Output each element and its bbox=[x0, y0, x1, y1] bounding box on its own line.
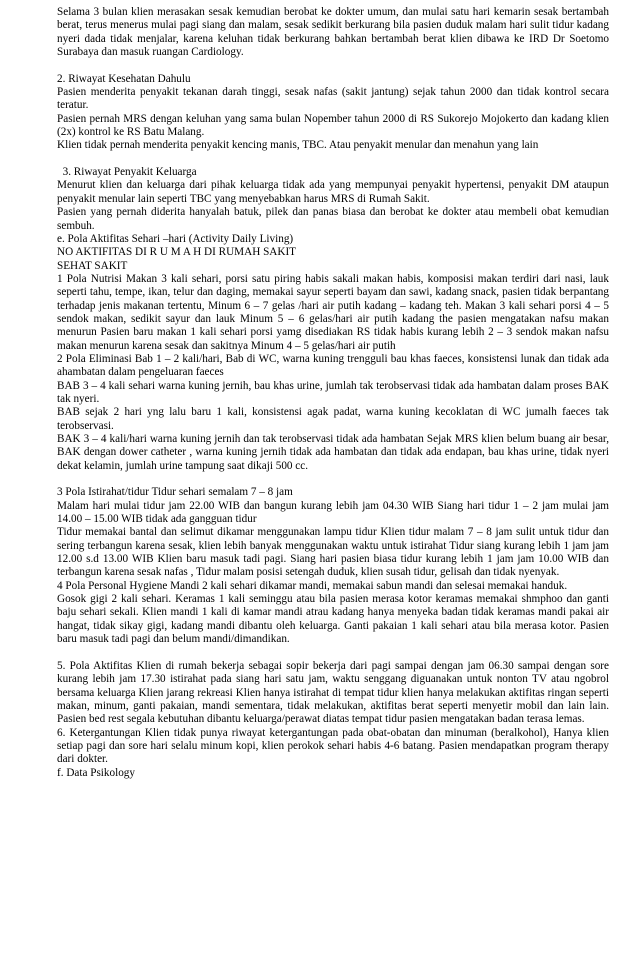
blank-line bbox=[57, 153, 609, 166]
paragraph-malam-hari: Malam hari mulai tidur jam 22.00 WIB dan bangun kurang lebih jam 04.30 WIB Siang hari tidur 1 – 2 jam mulai jam 14.00 – 15.00 WIB tidak ada gangguan tidur bbox=[57, 499, 609, 526]
paragraph-pola-aktifitas-klien: 5. Pola Aktifitas Klien di rumah bekerja sebagai sopir bekerja dari pagi sampai dengan jam 06.30 sampai dengan sore kurang lebih jam 17.30 istirahat pada siang hari satu jam, waktu senggang diguanakan untuk nonton TV atau ngobrol bersama keluarga Klien jarang rekreasi Klien hanya istirahat di tempat tidur klien hanya melakukan aktifitas ringan seperti makan, minum, ganti pakaian, mandi sementara, tidak melakukan, aktifitas berat seperti menyetir mobil dan lain lain. Pasien bed rest segala kebutuhan dibantu keluarga/perawat diatas tempat tidur pasien mengatakan badan terasa lemas. bbox=[57, 659, 609, 726]
heading-riwayat-keluarga: 3. Riwayat Penyakit Keluarga bbox=[57, 166, 197, 179]
paragraph-gosok-gigi: Gosok gigi 2 kali sehari. Keramas 1 kali seminggu atau bila pasien merasa kotor keramas memakai shmphoo dan ganti baju sehari sekali. Klien mandi 1 kali di kamar mandi atrau kadang hanya menyeka badan tidak keramas mandi pakai air hangat, tidak sikay gigi, kadang mandi dibantu oleh keluarga. Ganti pakaian 1 kali sehari atau bila merasa kotor. Pasien baru masuk tadi pagi dan belum mandi/dimandikan. bbox=[57, 593, 609, 646]
blank-line bbox=[57, 473, 609, 486]
paragraph-tidur: Tidur memakai bantal dan selimut dikamar menggunakan lampu tidur Klien tidur malam 7 – 8 jam sulit untuk tidur dan sering terbangun karena sesak, klien lebih banyak menggunakan waktu untuk istirahat Tidur siang kurang lebih 1 jam jam 12.00 s.d 13.00 WIB Klien baru masuk tadi pagi. Siang hari pasien biasa tidur kurang lebih 1 jam jam 10.00 WIB dan terbangun karena sesak nafas , Tidur malam posisi setengah duduk, klien susah tidur, gelisah dan tidak nyenyak. bbox=[57, 526, 609, 579]
paragraph-keluhan: Selama 3 bulan klien merasakan sesak kemudian berobat ke dokter umum, dan mulai satu hari kemarin sesak bertambah berat, terus menerus mulai pagi siang dan malam, sesak sedikit berkurang bila pasien duduk malam hari sulit tidur kadang nyeri dada tidak menjalar, karena keluhan tidak berkurang bahkan bertambah berat klien dibawa ke IRD Dr Soetomo Surabaya dan masuk ruangan Cardiology. bbox=[57, 6, 609, 59]
blank-line bbox=[57, 647, 609, 660]
paragraph-pola-nutrisi: 1 Pola Nutrisi Makan 3 kali sehari, porsi satu piring habis sakali makan habis, komposisi makan terdiri dari nasi, lauk seperti tahu, tempe, ikan, telur dan daging, memakai sayur seperti bayam dan sawi, kadang snack, pasien tidak berpantang terhadap jenis makanan tertentu, Minum 6 – 7 gelas /hari air putih kadang – kadang teh. Makan 3 kali sehari porsi 4 – 5 sendok makan, sedikit sayur dan lauk Minum 5 – 6 gelas/hari air putih kadang the pasien mengatakan nafsu makan menurun Pasien baru makan 1 kali sehari porsi yamg disediakan RS tidak habis kurang lebih 2 – 3 sendok makan nafsu makan menurun karena sesak dan sakitnya Minum 4 – 5 gelas/hari air putih bbox=[57, 272, 609, 352]
paragraph-pola-eliminasi: 2 Pola Eliminasi Bab 1 – 2 kali/hari, Bab di WC, warna kuning trengguli bau khas faeces, konsistensi lunak dan tidak ada ahambatan dalam pengeluaran faeces bbox=[57, 352, 609, 379]
paragraph-bak-catheter: BAK 3 – 4 kali/hari warna kuning jernih dan tak terobservasi tidak ada hambatan Sejak MRS klien belum buang air besar, BAK dengan dower catheter , warna kuning jernih tidak ada hambatan dan tidak ada endapan, bau khas urine, tidak nyeri dekat kelamin, jumlah urine tampung saat dikaji 500 cc. bbox=[57, 433, 609, 472]
paragraph-batuk-pilek: Pasien yang pernah diderita hanyalah batuk, pilek dan panas biasa dan berobat ke dokter atau membeli obat kemudian sembuh. bbox=[57, 206, 609, 232]
document-page bbox=[57, 6, 609, 780]
blank-line bbox=[57, 59, 609, 72]
paragraph-bab-bak: BAB 3 – 4 kali sehari warna kuning jernih, bau khas urine, jumlah tak terobservasi tidak ada hambatan dalam proses BAK tak nyeri. bbox=[57, 379, 609, 405]
paragraph-ketergantungan: 6. Ketergantungan Klien tidak punya riwayat ketergantungan pada obat-obatan dan minuman (beralkohol), Hanya klien setiap pagi dan sore hari selalu minum kopi, klien perokok sehari habis 4-6 batang. Pasien mendapatkan program therapy dari dokter. bbox=[57, 726, 609, 766]
heading-riwayat-dahulu: 2. Riwayat Kesehatan Dahulu bbox=[57, 72, 191, 85]
table-header-line-1: NO AKTIFITAS DI R U M A H DI RUMAH SAKIT bbox=[57, 246, 297, 259]
paragraph-mrs: Pasien pernah MRS dengan keluhan yang sama bulan Nopember tahun 2000 di RS Sukorejo Mojokerto dan kadang klien (2x) kontrol ke RS Batu Malang. bbox=[57, 112, 609, 139]
paragraph-hipertensi: Pasien menderita penyakit tekanan darah tinggi, sesak nafas (sakit jantung) sejak tahun 2000 dan tidak kontrol secara teratur. bbox=[57, 86, 609, 112]
heading-data-psikology: f. Data Psikology bbox=[57, 766, 135, 779]
paragraph-personal-hygiene: 4 Pola Personal Hygiene Mandi 2 kali sehari dikamar mandi, memakai sabun mandi dan selesai memakai handuk. bbox=[57, 579, 568, 592]
table-header-line-2: SEHAT SAKIT bbox=[57, 259, 128, 272]
heading-pola-aktifitas: e. Pola Aktifitas Sehari –hari (Activity Daily Living) bbox=[57, 232, 294, 245]
paragraph-bab-sejak: BAB sejak 2 hari yng lalu baru 1 kali, konsistensi agak padat, warna kuning kecoklatan di WC jumalh faeces tak terobservasi. bbox=[57, 406, 609, 432]
paragraph-keluarga: Menurut klien dan keluarga dari pihak keluarga tidak ada yang mempunyai penyakit hypertensi, penyakit DM ataupun penyakit menular lain seperti TBC yang menyebabkan harus MRS di Rumah Sakit. bbox=[57, 179, 609, 205]
paragraph-tidak-pernah: Klien tidak pernah menderita penyakit kencing manis, TBC. Atau penyakit menular dan menahun yang lain bbox=[57, 139, 539, 152]
heading-pola-istirahat: 3 Pola Istirahat/tidur Tidur sehari semalam 7 – 8 jam bbox=[57, 486, 293, 499]
